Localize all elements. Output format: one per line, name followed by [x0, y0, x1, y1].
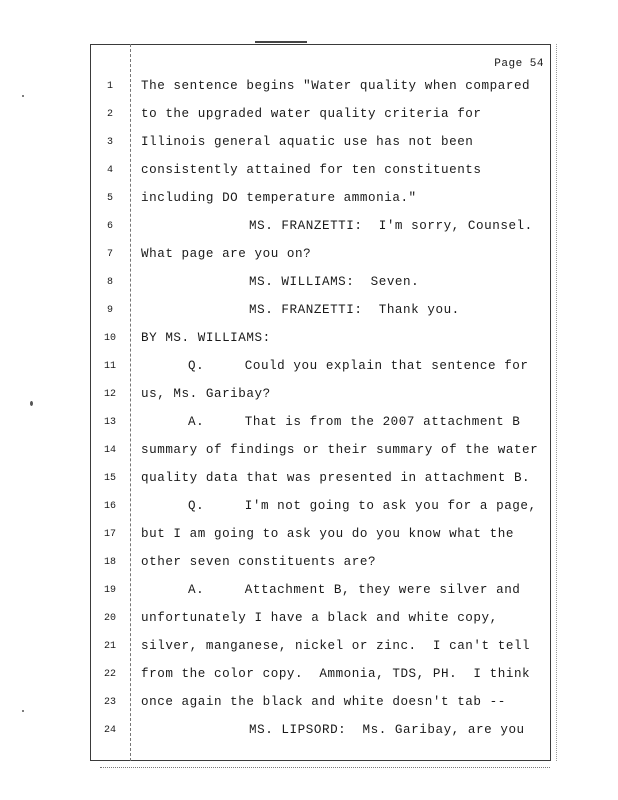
- transcript-line: [0, 219, 618, 239]
- line-number: 12: [103, 389, 116, 400]
- transcript-line: [0, 555, 618, 575]
- line-text: summary of findings or their summary of the water: [141, 443, 539, 457]
- line-number: 5: [106, 193, 113, 204]
- transcript-line: [0, 247, 618, 267]
- transcript-line: [0, 107, 618, 127]
- transcript-line: [0, 79, 618, 99]
- line-number: 4: [106, 165, 113, 176]
- line-text: A. Attachment B, they were silver and: [188, 583, 521, 597]
- line-text: Q. I'm not going to ask you for a page,: [188, 499, 537, 513]
- line-number: 3: [106, 137, 113, 148]
- bottom-scan-rule: [100, 767, 550, 768]
- line-text: quality data that was presented in attachment B.: [141, 471, 531, 485]
- line-number: 1: [106, 81, 113, 92]
- transcript-line: [0, 303, 618, 323]
- line-text: A. That is from the 2007 attachment B: [188, 415, 521, 429]
- line-text: BY MS. WILLIAMS:: [141, 331, 271, 345]
- transcript-line: [0, 135, 618, 155]
- scan-speck: [30, 401, 33, 406]
- line-number: 13: [103, 417, 116, 428]
- transcript-line: [0, 191, 618, 211]
- transcript-line: [0, 527, 618, 547]
- transcript-line: [0, 331, 618, 351]
- transcript-line: [0, 415, 618, 435]
- line-text: other seven constituents are?: [141, 555, 377, 569]
- line-number: 24: [103, 725, 116, 736]
- line-text: including DO temperature ammonia.": [141, 191, 417, 205]
- line-number: 21: [103, 641, 116, 652]
- line-number: 18: [103, 557, 116, 568]
- line-text: silver, manganese, nickel or zinc. I can't tell: [141, 639, 531, 653]
- line-number: 2: [106, 109, 113, 120]
- transcript-line: [0, 471, 618, 491]
- line-number: 15: [103, 473, 116, 484]
- line-text: to the upgraded water quality criteria for: [141, 107, 482, 121]
- line-text: us, Ms. Garibay?: [141, 387, 271, 401]
- transcript-line: [0, 275, 618, 295]
- line-text: What page are you on?: [141, 247, 312, 261]
- transcript-line: [0, 667, 618, 687]
- line-text: MS. FRANZETTI: I'm sorry, Counsel.: [249, 219, 533, 233]
- page-number: Page 54: [494, 58, 544, 70]
- line-text: MS. FRANZETTI: Thank you.: [249, 303, 460, 317]
- line-text: once again the black and white doesn't tab --: [141, 695, 506, 709]
- line-text: but I am going to ask you do you know what the: [141, 527, 514, 541]
- line-text: The sentence begins "Water quality when compared: [141, 79, 531, 93]
- line-number: 20: [103, 613, 116, 624]
- line-text: unfortunately I have a black and white copy,: [141, 611, 498, 625]
- transcript-line: [0, 163, 618, 183]
- line-text: MS. LIPSORD: Ms. Garibay, are you: [249, 723, 525, 737]
- transcript-line: [0, 443, 618, 463]
- transcript-line: [0, 611, 618, 631]
- line-number: 16: [103, 501, 116, 512]
- transcript-line: [0, 499, 618, 519]
- transcript-line: [0, 387, 618, 407]
- line-number: 14: [103, 445, 116, 456]
- transcript-line: [0, 723, 618, 743]
- line-text: consistently attained for ten constituents: [141, 163, 482, 177]
- line-number: 10: [103, 333, 116, 344]
- transcript-line: [0, 583, 618, 603]
- line-number: 22: [103, 669, 116, 680]
- transcript-line: [0, 639, 618, 659]
- line-number: 23: [103, 697, 116, 708]
- line-number: 7: [106, 249, 113, 260]
- scan-speck: [22, 95, 24, 97]
- line-text: Q. Could you explain that sentence for: [188, 359, 529, 373]
- top-edge-mark: [255, 41, 307, 43]
- line-number: 8: [106, 277, 113, 288]
- line-number: 6: [106, 221, 113, 232]
- transcript-line: [0, 695, 618, 715]
- scan-speck: [22, 710, 24, 712]
- line-number: 11: [103, 361, 116, 372]
- line-number: 9: [106, 305, 113, 316]
- line-number: 17: [103, 529, 116, 540]
- transcript-line: [0, 359, 618, 379]
- line-text: from the color copy. Ammonia, TDS, PH. I think: [141, 667, 531, 681]
- line-text: Illinois general aquatic use has not been: [141, 135, 474, 149]
- line-text: MS. WILLIAMS: Seven.: [249, 275, 420, 289]
- line-number: 19: [103, 585, 116, 596]
